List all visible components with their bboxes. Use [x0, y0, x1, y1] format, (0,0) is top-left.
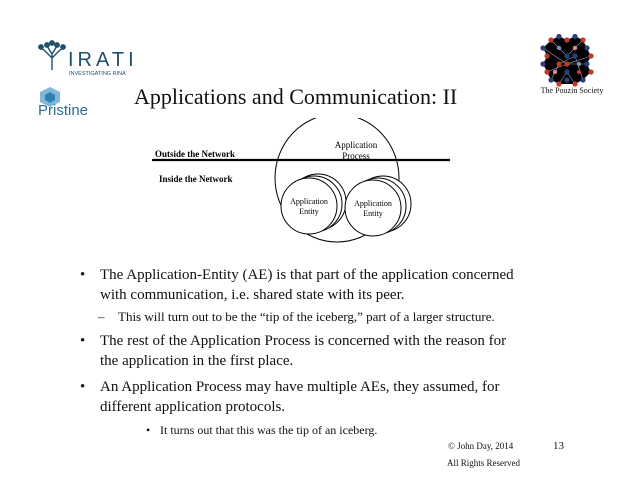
- application-process-label: Application: [334, 140, 378, 150]
- application-entity-1-label: Application: [290, 197, 328, 206]
- irati-logo: [36, 40, 146, 78]
- irati-wordmark: IRATI: [68, 49, 138, 71]
- application-process-label-2: Process: [342, 151, 370, 161]
- outside-network-label: Outside the Network: [155, 149, 235, 159]
- bullet-mark: •: [80, 379, 86, 395]
- page-number: 13: [553, 440, 564, 452]
- pristine-logo: [36, 86, 136, 116]
- pouzin-society-logo: [537, 34, 601, 88]
- inside-network-label: Inside the Network: [159, 174, 233, 184]
- bullet-1-sub-text: This will turn out to be the “tip of the iceberg,” part of a larger structure.: [118, 309, 495, 324]
- bullet-1-line-1: The Application-Entity (AE) is that part of the application concerned: [100, 267, 514, 283]
- bullet-1: [80, 265, 580, 305]
- tree-icon: [39, 41, 65, 70]
- footer-rights: All Rights Reserved: [447, 458, 520, 468]
- bullet-2-line-2: the application in the first place.: [100, 353, 294, 369]
- bullet-3-line-1: An Application Process may have multiple AEs, they assumed, for: [100, 379, 500, 395]
- slide-title: Applications and Communication: II: [134, 84, 458, 109]
- bullet-3-sub: [80, 422, 580, 438]
- bullet-1-sub: [80, 308, 580, 326]
- pouzin-society-caption: The Pouzin Society: [540, 86, 604, 95]
- application-entity-2-label: Application: [354, 199, 392, 208]
- application-entity-2-label-2: Entity: [363, 209, 383, 218]
- bullet-2-line-1: The rest of the Application Process is concerned with the reason for: [100, 333, 507, 349]
- bullet-3-sub-text: It turns out that this was the tip of an iceberg.: [160, 423, 378, 437]
- irati-tagline: INVESTIGATING RINA: [69, 71, 126, 77]
- dash-mark: –: [98, 309, 105, 324]
- application-process-diagram: [130, 118, 450, 246]
- bullet-3-line-2: different application protocols.: [100, 399, 286, 415]
- bullet-2: [80, 331, 580, 371]
- bullet-3: [80, 377, 580, 417]
- bullet-list: [80, 265, 580, 438]
- bullet-mark-small: •: [146, 423, 151, 437]
- bullet-mark: •: [80, 267, 86, 283]
- application-entity-1-label-2: Entity: [299, 207, 319, 216]
- bullet-mark: •: [80, 333, 86, 349]
- bullet-1-line-2: with communication, i.e. shared state with its peer.: [100, 287, 405, 303]
- pristine-wordmark: Pristine: [38, 102, 89, 116]
- footer-copyright: © John Day, 2014: [448, 441, 514, 451]
